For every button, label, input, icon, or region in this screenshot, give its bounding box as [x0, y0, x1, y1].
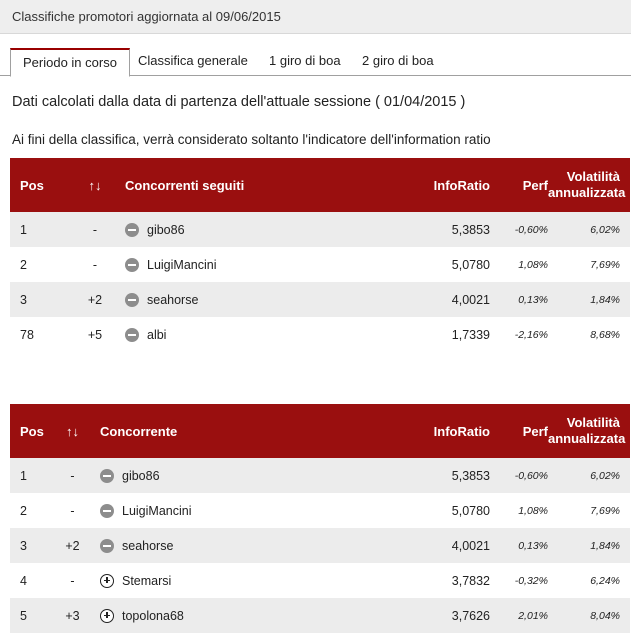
- row-position-change: -: [45, 458, 100, 493]
- table-row: [10, 563, 630, 598]
- competitor-name: LuigiMancini: [122, 503, 192, 518]
- row-perf: -2,16%: [490, 317, 548, 352]
- col-perf-header[interactable]: Perf: [490, 404, 548, 458]
- row-position-change: +5: [65, 317, 125, 352]
- remove-circle-icon[interactable]: [125, 258, 139, 272]
- table-row: [10, 282, 630, 317]
- row-volatility: 7,69%: [548, 247, 630, 282]
- competitor-name: Stemarsi: [122, 573, 172, 588]
- row-perf: 0,13%: [490, 282, 548, 317]
- table-row: [10, 458, 630, 493]
- remove-circle-icon[interactable]: [100, 469, 114, 483]
- tab-periodo-in-corso[interactable]: Periodo in corso: [10, 48, 130, 77]
- row-inforatio: 5,0780: [385, 493, 490, 528]
- row-inforatio: 1,7339: [385, 317, 490, 352]
- period-subtitle: Dati calcolati dalla data di partenza dell'attuale sessione ( 01/04/2015 ): [12, 94, 466, 110]
- row-position-change: -: [45, 493, 100, 528]
- col-name-header[interactable]: Concorrenti seguiti: [125, 158, 385, 212]
- volatility-header-line2: annualizzata: [548, 185, 626, 200]
- tab-bar: [0, 48, 631, 76]
- row-perf: -0,60%: [490, 212, 548, 247]
- table-row: [10, 493, 630, 528]
- remove-circle-icon[interactable]: [125, 223, 139, 237]
- row-competitor: [125, 212, 385, 247]
- ranking-note: Ai fini della classifica, verrà considerato soltanto l'indicatore dell'information ratio: [12, 132, 491, 147]
- row-volatility: 1,84%: [548, 528, 630, 563]
- row-inforatio: 4,0021: [385, 528, 490, 563]
- row-position: 4: [10, 563, 45, 598]
- table-row: [10, 247, 630, 282]
- col-change-header[interactable]: ↑↓: [45, 404, 100, 458]
- row-volatility: 6,02%: [548, 212, 630, 247]
- col-inforatio-header[interactable]: InfoRatio: [385, 404, 490, 458]
- row-position: 2: [10, 493, 45, 528]
- remove-circle-icon[interactable]: [125, 293, 139, 307]
- row-inforatio: 3,7626: [385, 598, 490, 633]
- row-volatility: 6,24%: [548, 563, 630, 598]
- col-pos-header[interactable]: Pos: [10, 404, 45, 458]
- tab-2-giro-di-boa[interactable]: 2 giro di boa: [362, 53, 434, 68]
- col-change-header[interactable]: ↑↓: [65, 158, 125, 212]
- volatility-header-line1: Volatilità: [566, 169, 620, 184]
- tab-classifica-generale[interactable]: Classifica generale: [138, 53, 248, 68]
- row-perf: 1,08%: [490, 247, 548, 282]
- table-row: [10, 212, 630, 247]
- add-circle-icon[interactable]: [100, 609, 114, 623]
- row-inforatio: 4,0021: [385, 282, 490, 317]
- col-name-header[interactable]: Concorrente: [100, 404, 385, 458]
- competitor-name: LuigiMancini: [147, 257, 217, 272]
- col-inforatio-header[interactable]: InfoRatio: [385, 158, 490, 212]
- page-header: Classifiche promotori aggiornata al 09/06/2015: [0, 0, 631, 34]
- add-circle-icon[interactable]: [100, 574, 114, 588]
- row-competitor: [100, 598, 385, 633]
- competitor-name: albi: [147, 327, 167, 342]
- row-competitor: [100, 563, 385, 598]
- row-position-change: +2: [45, 528, 100, 563]
- row-perf: -0,60%: [490, 458, 548, 493]
- col-perf-header[interactable]: Perf: [490, 158, 548, 212]
- col-volatility-header[interactable]: [548, 158, 630, 212]
- row-position: 1: [10, 458, 45, 493]
- row-position-change: +2: [65, 282, 125, 317]
- row-position-change: -: [45, 563, 100, 598]
- row-position: 3: [10, 282, 65, 317]
- remove-circle-icon[interactable]: [125, 328, 139, 342]
- row-inforatio: 5,3853: [385, 212, 490, 247]
- row-competitor: [100, 493, 385, 528]
- competitors-table: [10, 404, 630, 633]
- tab-1-giro-di-boa[interactable]: 1 giro di boa: [269, 53, 341, 68]
- table-row: [10, 528, 630, 563]
- row-competitor: [100, 528, 385, 563]
- row-inforatio: 5,3853: [385, 458, 490, 493]
- row-competitor: [125, 247, 385, 282]
- competitor-name: seahorse: [147, 292, 199, 307]
- row-position: 1: [10, 212, 65, 247]
- row-inforatio: 3,7832: [385, 563, 490, 598]
- row-inforatio: 5,0780: [385, 247, 490, 282]
- table-header-row: [10, 404, 630, 458]
- row-position: 2: [10, 247, 65, 282]
- row-volatility: 7,69%: [548, 493, 630, 528]
- row-perf: 1,08%: [490, 493, 548, 528]
- row-volatility: 8,68%: [548, 317, 630, 352]
- row-volatility: 8,04%: [548, 598, 630, 633]
- row-position: 3: [10, 528, 45, 563]
- col-volatility-header[interactable]: [548, 404, 630, 458]
- col-pos-header[interactable]: Pos: [10, 158, 65, 212]
- table-header-row: [10, 158, 630, 212]
- remove-circle-icon[interactable]: [100, 539, 114, 553]
- row-competitor: [125, 317, 385, 352]
- competitor-name: gibo86: [147, 222, 185, 237]
- volatility-header-line1: Volatilità: [566, 415, 620, 430]
- row-position-change: -: [65, 247, 125, 282]
- row-position-change: +3: [45, 598, 100, 633]
- row-perf: 2,01%: [490, 598, 548, 633]
- followed-competitors-table: [10, 158, 630, 352]
- competitor-name: seahorse: [122, 538, 174, 553]
- row-position-change: -: [65, 212, 125, 247]
- row-perf: -0,32%: [490, 563, 548, 598]
- row-volatility: 1,84%: [548, 282, 630, 317]
- row-position: 78: [10, 317, 65, 352]
- competitor-name: gibo86: [122, 468, 160, 483]
- remove-circle-icon[interactable]: [100, 504, 114, 518]
- volatility-header-line2: annualizzata: [548, 431, 626, 446]
- row-competitor: [100, 458, 385, 493]
- row-competitor: [125, 282, 385, 317]
- row-volatility: 6,02%: [548, 458, 630, 493]
- competitor-name: topolona68: [122, 608, 184, 623]
- row-perf: 0,13%: [490, 528, 548, 563]
- table-row: [10, 598, 630, 633]
- row-position: 5: [10, 598, 45, 633]
- table-row: [10, 317, 630, 352]
